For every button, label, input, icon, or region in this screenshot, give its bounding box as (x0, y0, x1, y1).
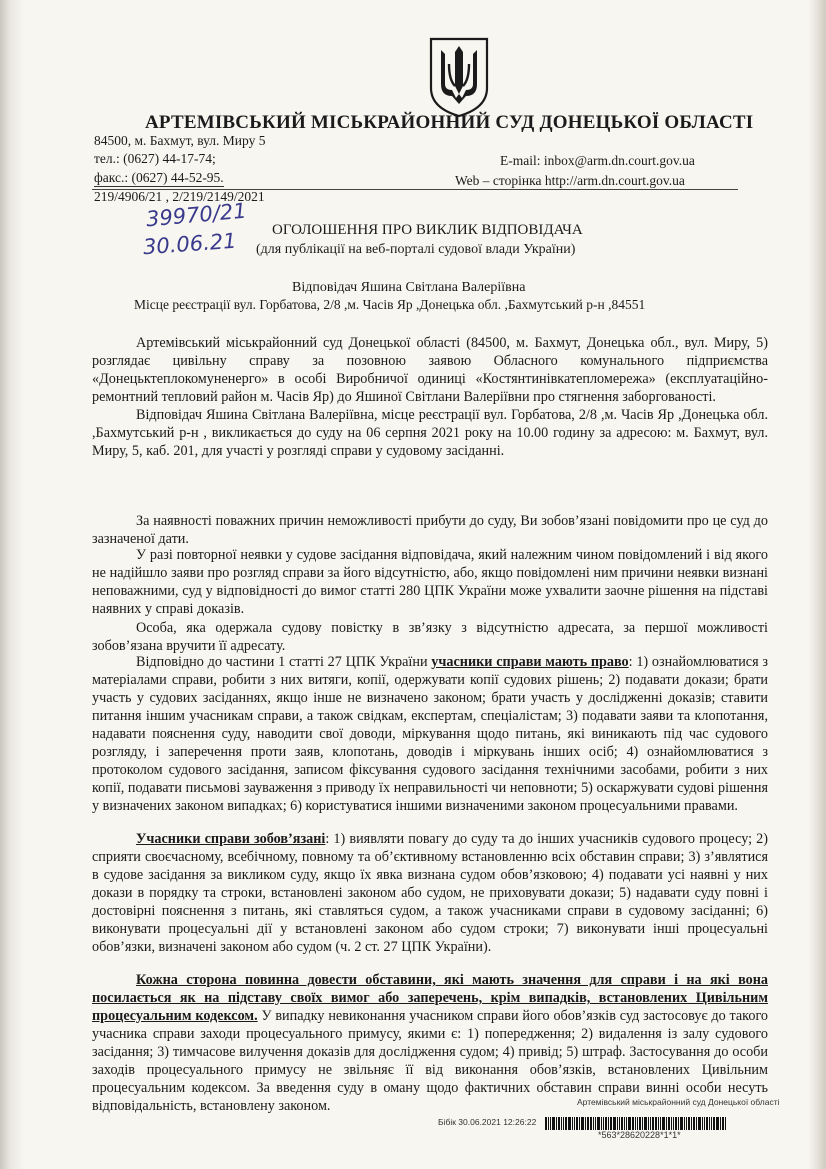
barcode-bar (668, 1117, 670, 1130)
announcement-subtitle: (для публікації на веб-порталі судової влади України) (256, 242, 576, 257)
barcode-bar (603, 1117, 604, 1130)
paragraph-summons-delivery (92, 619, 768, 655)
barcode-bar (561, 1117, 562, 1130)
barcode-bar (550, 1117, 551, 1130)
court-email: E-mail: inbox@arm.dn.court.gov.ua (500, 153, 695, 168)
paragraph-text: У разі повторної неявки у судове засідання відповідача, який належним чином повідомлений і від якого не надійшло заяви про розгляд справи за його відсутністю, або, якщо повідомлені ним причини неявки визнані неповажними, суд у відповідності до вимог статті 280 ЦПК України може ухвалити заочне рішення на підставі наявних у справі доказів. (92, 547, 768, 617)
barcode-bar (693, 1117, 695, 1130)
duties-heading: Учасники справи зобов’язані (136, 831, 326, 847)
paragraph-burden-of-proof (92, 971, 768, 1115)
court-website: Web – сторінка http://arm.dn.court.gov.ua (455, 173, 685, 188)
registration-stamp-court: Артемівський міськрайонний суд Донецької області (577, 1097, 780, 1107)
barcode-bar (660, 1117, 661, 1130)
barcode-code: *563*28620228*1*1* (598, 1130, 681, 1140)
burden-text: У випадку невиконання учасником справи його обов’язків суд застосовує до такого учасника справи заходи процесуального примусу, якими є: 1) попередження; 2) видалення із залу судового засідання; 3) тимчасове вилучення доказів для дослідження судом; 4) привід; 5) штраф. Застосування до особи заходів процесуального примусу не звільняє її від виконання обов’язків, встановлених Цивільним процесуальним кодексом. За введення суду в оману щодо фактичних обставин справи винні особи несуть відповідальність, встановлену законом. (92, 1008, 768, 1114)
barcode-bar (711, 1117, 712, 1130)
duties-text: : 1) виявляти повагу до суду та до інших учасників судового процесу; 2) сприяти своєчасному, всебічному, повному та об’єктивному встановленню всіх обставин справи; 3) з’являтися в судове засідання за викликом суду, якщо їх явка визнана судом обов’язковою; 4) подавати усі наявні у них докази в порядку та строки, встановлені законом або судом, не приховувати докази; 5) надавати суду повні і достовірні пояснення з питань, які ставляться судом, а також учасниками справи в судовому засіданні; 6) виконувати процесуальні дії у встановлені законом або судом строки; 7) виконувати інші процесуальні обов’язки, визначені законом або судом (ч. 2 ст. 27 ЦПК України). (92, 831, 768, 955)
defendant-residence: Місце реєстрації вул. Горбатова, 2/8 ,м. Часів Яр ,Донецька обл. ,Бахмутський р-н ,84551 (134, 297, 646, 312)
barcode-bar (595, 1117, 596, 1130)
barcode-bar (702, 1117, 703, 1130)
paragraph-text: Відповідач Яшина Світлана Валеріївна, місце реєстрації вул. Горбатова, 2/8 ,м. Часів Яр ,Донецька обл. ,Бахмутський р-н , викликається до суду на 06 серпня 2021 року на 10.00 годину за адресою: м. Бахмут, вул. Миру, 5, каб. 201, для участі у розгляді справи у судовому засіданні. (92, 407, 768, 459)
barcode-bar (617, 1117, 618, 1130)
barcode-bar (552, 1117, 555, 1130)
burden-heading: Кожна сторона повинна довести обставини, які мають значення для справи і на які вона посилається як на підставу своїх вимог або заперечень, крім випадків, встановлених Цивільним процесуальним кодексом. (92, 972, 768, 1024)
court-phone: тел.: (0627) 44-17-74; (94, 151, 216, 166)
barcode-bar (706, 1117, 708, 1130)
case-numbers: 219/4906/21 , 2/219/2149/2021 (94, 189, 265, 204)
barcode-bar (720, 1117, 721, 1130)
barcode-bar (662, 1117, 665, 1130)
barcode-bar (678, 1117, 679, 1130)
barcode-bar (642, 1117, 643, 1130)
barcode-bar (704, 1117, 705, 1130)
barcode-bar (709, 1117, 710, 1130)
court-fax: факс.: (0627) 44-52-95. (94, 170, 224, 185)
rights-heading: учасники справи мають право (431, 654, 629, 670)
barcode-bar (548, 1117, 549, 1130)
barcode-bar (585, 1117, 586, 1130)
barcode-bar (576, 1117, 578, 1130)
barcode-bar (632, 1117, 634, 1130)
announcement-title: ОГОЛОШЕННЯ ПРО ВИКЛИК ВІДПОВІДАЧА (272, 222, 583, 238)
barcode-bar (639, 1117, 641, 1130)
barcode-bar (725, 1117, 726, 1130)
barcode-bar (558, 1117, 560, 1130)
registration-stamp-date: Бібік 30.06.2021 12:26:22 (438, 1117, 537, 1127)
paragraph-text: Артемівський міськрайонний суд Донецької області (84500, м. Бахмут, Донецька обл., вул. Миру, 5) розглядає цивільну справу за позовною заявою Обласного комунального підприємства «Донецьктеплокомуненерго» в особі Виробничої одиниці «Костянтинівкатепломережа» (експлуатаційно-ремонтний тепловий район м. Часів Яр) до Яшиної Світлани Валеріївни про стягнення заборгованості. (92, 335, 768, 405)
barcode-bar (686, 1117, 687, 1130)
barcode-bar (593, 1117, 594, 1130)
barcode (545, 1117, 801, 1130)
barcode-bar (572, 1117, 573, 1130)
barcode-bar (671, 1117, 672, 1130)
barcode-bar (610, 1117, 612, 1130)
trident-emblem-icon (428, 36, 490, 118)
paragraph-text: Особа, яка одержала судову повістку в зв’язку з відсутністю адресата, за першої можливості зобов’язана вручити її адресату. (92, 620, 768, 654)
barcode-bar (680, 1117, 683, 1130)
barcode-bar (574, 1117, 575, 1130)
barcode-bar (579, 1117, 580, 1130)
barcode-bar (673, 1117, 674, 1130)
barcode-bar (545, 1117, 547, 1130)
barcode-bar (722, 1117, 724, 1130)
scan-edge-right (808, 0, 826, 1169)
paragraph-summons (92, 406, 768, 460)
barcode-bar (563, 1117, 564, 1130)
barcode-bar (601, 1117, 602, 1130)
court-address: 84500, м. Бахмут, вул. Миру 5 (94, 133, 266, 148)
barcode-bar (637, 1117, 638, 1130)
barcode-bar (635, 1117, 636, 1130)
barcode-bar (619, 1117, 620, 1130)
barcode-bar (597, 1117, 600, 1130)
paragraph-case-intro (92, 334, 768, 406)
barcode-bar (652, 1117, 654, 1130)
defendant-name: Відповідач Яшина Світлана Валеріївна (292, 280, 526, 295)
paragraph-text: За наявності поважних причин неможливості прибути до суду, Ви зобов’язані повідомити про це суд до зазначеної дати. (92, 513, 768, 547)
barcode-bar (684, 1117, 685, 1130)
paragraph-participant-duties (92, 830, 768, 956)
barcode-bar (605, 1117, 607, 1130)
barcode-bar (655, 1117, 657, 1130)
barcode-bar (644, 1117, 647, 1130)
barcode-bar (698, 1117, 701, 1130)
barcode-bar (696, 1117, 697, 1130)
handwritten-registration-date: 30.06.21 (142, 228, 238, 260)
paragraph-participant-rights (92, 653, 768, 815)
paragraph-notify-court (92, 512, 768, 548)
barcode-bar (624, 1117, 625, 1130)
barcode-bar (556, 1117, 557, 1130)
barcode-bar (716, 1117, 719, 1130)
barcode-bar (565, 1117, 567, 1130)
barcode-bar (608, 1117, 609, 1130)
barcode-bar (621, 1117, 623, 1130)
barcode-bar (650, 1117, 651, 1130)
barcode-bar (675, 1117, 677, 1130)
barcode-bar (628, 1117, 631, 1130)
paragraph-default-judgment (92, 546, 768, 618)
barcode-bar (613, 1117, 616, 1130)
barcode-bar (666, 1117, 667, 1130)
barcode-bar (713, 1117, 715, 1130)
barcode-bar (568, 1117, 571, 1130)
handwritten-registration-number: 39970/21 (145, 198, 248, 232)
rights-text: : 1) ознайомлюватися з матеріалами справи, робити з них витяги, копії, одержувати копії судових рішень; 2) подавати докази; брати участь у судових засіданнях, якщо інше не визначено законом; брати участь у дослідженні доказів; ставити питання іншим учасникам справи, а також свідкам, експертам, спеціалістам; 3) подавати заяви та клопотання, надавати пояснення суду, наводити свої доводи, міркування щодо питань, які виникають під час судового розгляду, і заперечення проти заяв, клопотань, доводів і міркувань інших осіб; 4) ознайомлюватися з протоколом судового засідання, записом фіксування судового засідання технічними засобами, робити з них копії, подавати письмові зауваження з приводу їх неправильності чи неповноти; 5) оскаржувати судові рішення у визначених законом випадках; 6) користуватися іншими визначеними законом процесуальними правами. (92, 654, 768, 814)
barcode-bar (590, 1117, 592, 1130)
barcode-bar (658, 1117, 659, 1130)
barcode-bar (581, 1117, 584, 1130)
barcode-bar (688, 1117, 690, 1130)
barcode-bar (648, 1117, 649, 1130)
barcode-bar (691, 1117, 692, 1130)
rights-lead: Відповідно до частини 1 статті 27 ЦПК України (136, 654, 432, 670)
barcode-bar (626, 1117, 627, 1130)
scan-edge-left (0, 0, 24, 1169)
court-name: АРТЕМІВСЬКИЙ МІСЬКРАЙОННИЙ СУД ДОНЕЦЬКОЇ ОБЛАСТІ (145, 112, 754, 133)
barcode-bar (587, 1117, 589, 1130)
